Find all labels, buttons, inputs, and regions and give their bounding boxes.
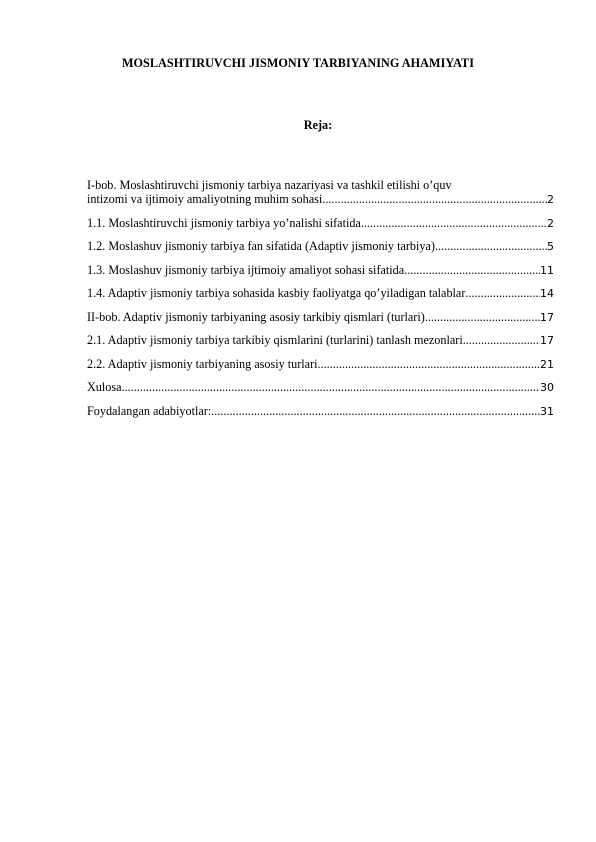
toc-entry-text: II-bob. Adaptiv jismoniy tarbiyaning asosiy tarkibiy qismlari (turlari) bbox=[87, 309, 425, 324]
toc-entry-text: Xulosa bbox=[87, 380, 122, 394]
toc-entry-1-1 bbox=[87, 216, 554, 231]
plan-heading: Reja: bbox=[303, 118, 333, 132]
toc-entry-2-2 bbox=[87, 357, 554, 372]
toc-page-number: 5 bbox=[547, 240, 554, 253]
toc-entry-chapter-2 bbox=[87, 310, 554, 325]
toc-entry-references bbox=[87, 404, 554, 419]
toc-entry-1-3 bbox=[87, 263, 554, 278]
toc-entry-text: intizomi va ijtimoiy amaliyotning muhim sohasi bbox=[87, 192, 323, 206]
toc-entry-text: 1.1. Moslashtiruvchi jismoniy tarbiya yo’nalishi sifatida bbox=[87, 215, 361, 230]
toc-entry-1-2 bbox=[87, 239, 554, 254]
toc-page-number: 14 bbox=[540, 287, 554, 300]
dot-leader bbox=[122, 380, 540, 394]
dot-leader bbox=[465, 286, 540, 300]
toc-entry-2-1 bbox=[87, 333, 554, 348]
dot-leader bbox=[361, 216, 547, 230]
toc-page-number: 17 bbox=[540, 310, 554, 324]
dot-leader bbox=[322, 192, 547, 206]
toc-page-number: 31 bbox=[540, 404, 554, 418]
toc-page-number: 30 bbox=[540, 381, 554, 394]
toc-page-number: 21 bbox=[540, 357, 554, 371]
toc-page-number: 11 bbox=[540, 263, 554, 277]
toc-entry-text: 1.2. Moslashuv jismoniy tarbiya fan sifatida (Adaptiv jismoniy tarbiya) bbox=[87, 239, 435, 253]
dot-leader bbox=[435, 239, 547, 253]
toc-page-number: 2 bbox=[547, 216, 554, 230]
dot-leader bbox=[463, 333, 540, 347]
toc-entry-1-4 bbox=[87, 286, 554, 301]
dot-leader bbox=[425, 310, 540, 324]
toc-entry-text: 2.1. Adaptiv jismoniy tarbiya tarkibiy qismlarini (turlarini) tanlash mezonlari bbox=[87, 333, 463, 347]
toc-entry-chapter-1 bbox=[87, 178, 554, 207]
dot-leader bbox=[211, 404, 540, 418]
document-title: MOSLASHTIRUVCHI JISMONIY TARBIYANING AHAMIYATI bbox=[121, 56, 475, 70]
toc-entry-text-line1: I-bob. Moslashtiruvchi jismoniy tarbiya nazariyasi va tashkil etilishi o’quv bbox=[87, 178, 452, 192]
toc-entry-text: 1.4. Adaptiv jismoniy tarbiya sohasida kasbiy faoliyatga qo’yiladigan talablar bbox=[87, 286, 466, 300]
toc-page-number: 17 bbox=[540, 334, 554, 347]
toc-entry-text: 1.3. Moslashuv jismoniy tarbiya ijtimoiy amaliyot sohasi sifatida bbox=[87, 262, 405, 277]
dot-leader bbox=[318, 357, 540, 371]
toc-entry-conclusion bbox=[87, 380, 554, 395]
toc-page-number: 2 bbox=[547, 193, 554, 206]
toc-entry-text: Foydalangan adabiyotlar: bbox=[87, 403, 212, 418]
dot-leader bbox=[404, 263, 540, 277]
toc-entry-text: 2.2. Adaptiv jismoniy tarbiyaning asosiy turlari bbox=[87, 356, 318, 371]
table-of-contents bbox=[87, 178, 554, 427]
